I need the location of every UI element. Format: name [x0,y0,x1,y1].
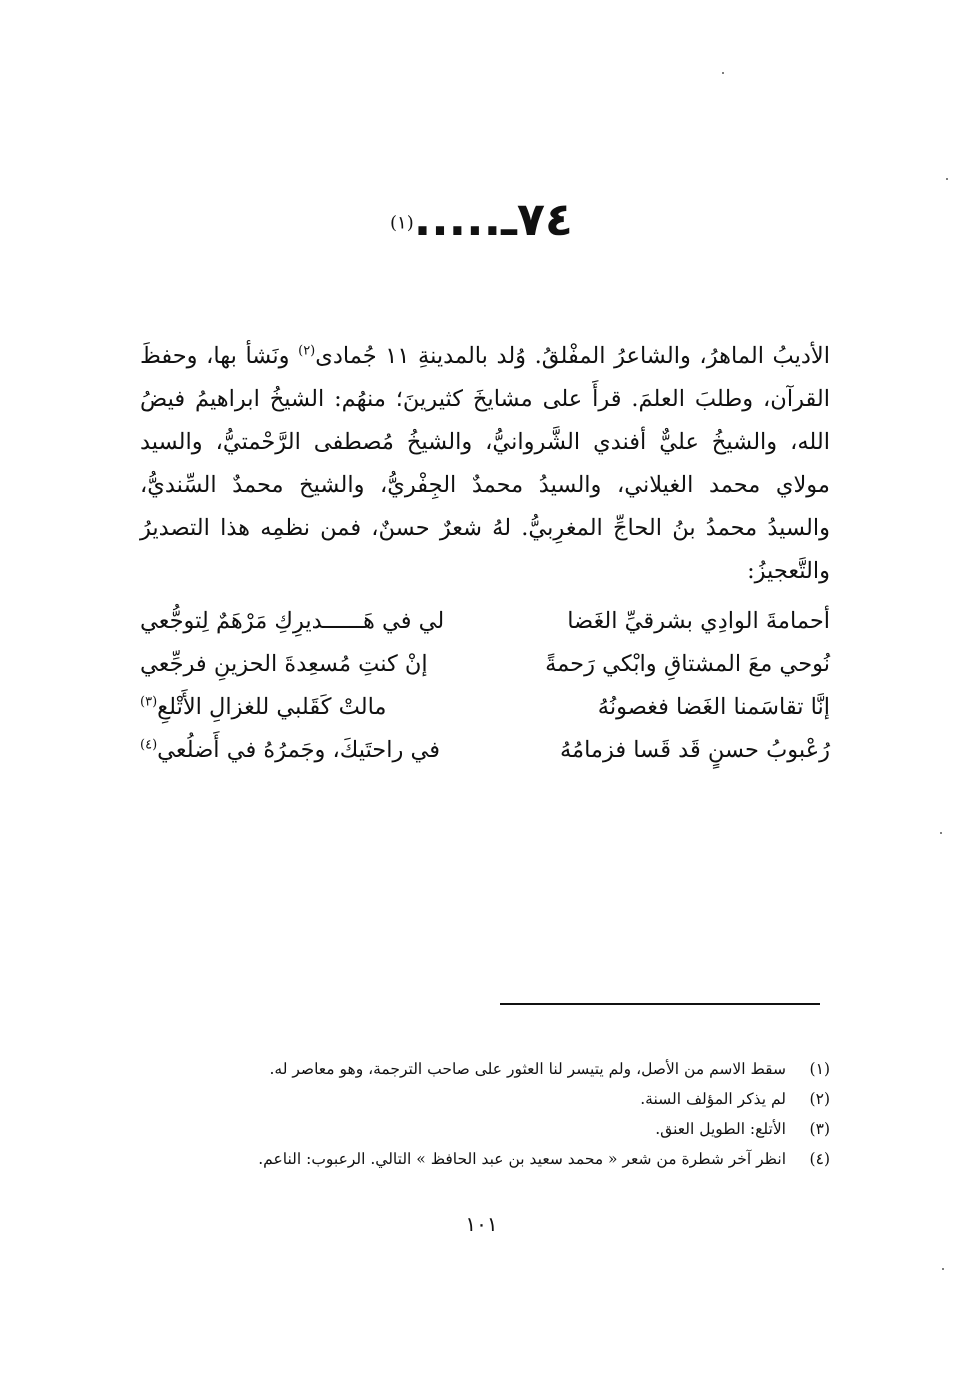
verse-second-hemistich [140,643,465,686]
page-number: ١٠١ [465,1212,498,1236]
footnotes [140,1054,830,1174]
footnote-number: (٢) [809,1090,830,1108]
verse-second-text: لي في هَــــــديرِكِ مَرْهَمٌ لِتوجُّعي [140,608,445,634]
heading-footnote-mark: (١) [390,212,414,234]
footnote-text: انظر آخر شطرة من شعر « محمد سعيد بن عبد الحافظ » التالي. الرعبوب: الناعم. [258,1150,786,1168]
footnote-text: الأتلع: الطويل العنق. [655,1120,786,1138]
verse-second-text: إنْ كنتِ مُسعِدةَ الحزينِ فرجِّعي [140,651,428,677]
biography-text-start: الأديبُ الماهرُ، والشاعرُ المفْلقُ. وُلد بالمدينةِ ١١ جُمادى [315,343,830,369]
verse-footnote-mark: (٣) [140,694,158,710]
verse-second-hemistich [140,600,465,643]
biography-paragraph [140,335,830,593]
scan-speck [946,178,948,180]
footnote-divider [500,1003,820,1005]
poem-verse-3 [140,686,830,729]
poem-verse-1 [140,600,830,643]
footnote-1 [140,1054,830,1084]
entry-number: ٧٤ـ..... [413,192,573,246]
verse-second-text: مالتْ كَقَلبي للغزالِ الأَتْلعِ [157,694,387,720]
footnote-number: (١) [809,1060,830,1078]
footnote-text: لم يذكر المؤلف السنة. [640,1090,786,1108]
verse-first-hemistich: إنَّا تقاسَمنا الغَضا فغصونُهُ [597,694,830,720]
verse-second-text: في راحتَيكَ، وجَمرُهُ في أَضلُعي [157,737,440,763]
footnote-text: سقط الاسم من الأصل، ولم يتيسر لنا العثور على صاحب الترجمة، وهو معاصر له. [269,1060,786,1078]
poem-verse-2 [140,643,830,686]
footnote-number: (٤) [809,1150,830,1168]
verse-first-hemistich: نُوحي معَ المشتاقِ وابْكي رَحمةً [545,651,830,677]
entry-heading [0,192,963,246]
poem [140,600,830,772]
verse-first-hemistich: أحمامةَ الوادِي بشرقيِّ الغَضا [567,608,830,634]
scan-speck [942,1268,944,1270]
footnote-2 [140,1084,830,1114]
biography-text-rest: ونَشأ بها، وحفظَ القرآن، وطلبَ العلمَ. قرأَ على مشايخَ كثيرينَ؛ منهُم: الشيخُ ابراهيمُ فيضُ الله، والشيخُ عليٌّ أفندي الشَّروانيُّ، والشيخُ مُصطفى الرَّحْمتيُّ، والسيد مولاي محمد الغيلاني، والسيدُ محمدٌ الجِفْريُّ، والشيخ محمدٌ السِّنديُّ، والسيدُ محمدُ بنُ الحاجِّ المغرِبيُّ. لهُ شعرٌ حسنٌ، فمن نظمِه هذا التصديرُ والتَّعجيزُ: [140,343,830,584]
biography-footnote-mark: (٢) [298,343,316,359]
verse-second-hemistich [140,729,465,772]
scan-speck [940,832,942,834]
scan-speck [722,72,724,74]
footnote-4 [140,1144,830,1174]
verse-second-hemistich [140,686,465,729]
verse-first-hemistich: رُعْبوبُ حسنٍ قَد قَسا فزمامُهُ [559,737,830,763]
footnote-3 [140,1114,830,1144]
poem-verse-4 [140,729,830,772]
footnote-number: (٣) [809,1120,830,1138]
verse-footnote-mark: (٤) [140,737,158,753]
